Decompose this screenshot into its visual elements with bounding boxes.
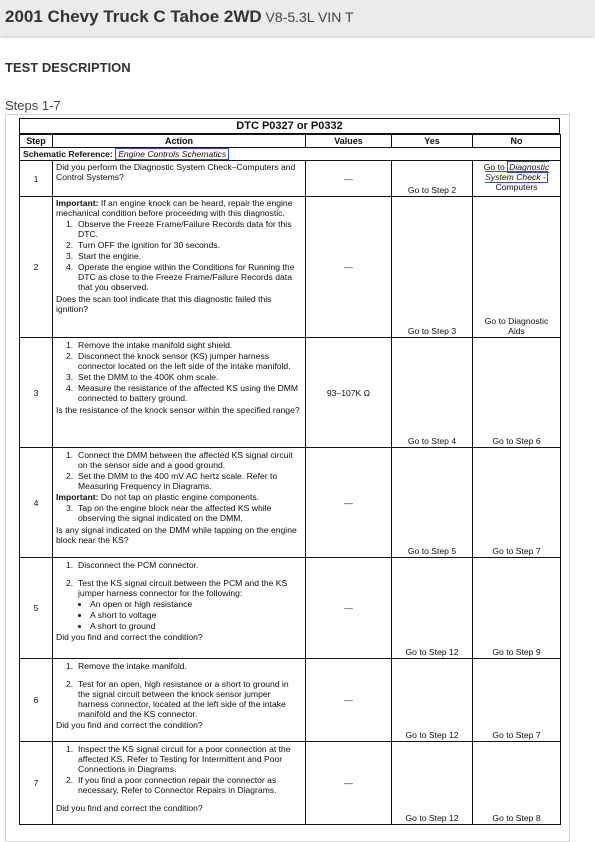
col-no: No: [473, 135, 561, 148]
yes-action[interactable]: Go to Step 12: [392, 659, 473, 742]
list-item: 1. Observe the Freeze Frame/Failure Records data for this DTC.: [66, 219, 292, 239]
list-item: 4. Operate the engine within the Conditions for Running the DTC as close to the Freeze Frame/Failure Records data that you observed.: [66, 262, 295, 292]
list-item: 1. Disconnect the PCM connector.: [66, 560, 199, 570]
step-action: [53, 448, 306, 558]
list-item: 1. Remove the intake manifold.: [66, 661, 187, 671]
important-note: [56, 492, 302, 502]
list-item: 4. Measure the resistance of the affected KS using the DMM connected to battery ground.: [66, 383, 299, 403]
list-item: • A short to voltage: [90, 610, 302, 620]
steps-label: Steps 1-7: [5, 98, 61, 113]
step-question: Is the resistance of the knock sensor within the specified range?: [56, 405, 300, 415]
list-item: 2. Turn OFF the ignition for 30 seconds.: [66, 240, 221, 250]
list-item: 1. Connect the DMM between the affected KS signal circuit on the sensor side and a good ground.: [66, 450, 293, 470]
schematic-label: Schematic Reference:: [23, 149, 113, 159]
no-prefix: Go to: [483, 162, 508, 172]
schematic-row: [20, 148, 561, 161]
engine-subtitle: V8-5.3L VIN T: [261, 9, 354, 25]
col-action: Action: [53, 135, 306, 148]
step-question: Did you find and correct the condition?: [56, 803, 203, 813]
title-bar: [0, 0, 595, 36]
action-list: [56, 744, 302, 795]
document-image: [5, 114, 570, 842]
step-value: —: [306, 558, 392, 659]
list-item: 3. Start the engine.: [66, 251, 142, 261]
step-number: 1: [20, 161, 53, 197]
step-number: 3: [20, 338, 53, 448]
list-item: 3. Tap on the engine block near the affected KS while observing the signal indicated on the DMM.: [66, 503, 272, 523]
important-label: Important:: [56, 198, 99, 208]
step-number: 4: [20, 448, 53, 558]
list-item: 2. Disconnect the knock sensor (KS) jumper harness connector located on the left side of the intake manifold.: [66, 351, 291, 371]
step-value: —: [306, 161, 392, 197]
step-action: [53, 338, 306, 448]
table-row: [20, 338, 561, 448]
dtc-table: [19, 134, 561, 825]
bullet-list: [56, 599, 302, 631]
list-item: 2. Test the KS signal circuit between the PCM and the KS jumper harness connector for the following:: [66, 578, 288, 598]
table-row: [20, 161, 561, 197]
yes-action[interactable]: Go to Step 4: [392, 338, 473, 448]
dtc-title: DTC P0327 or P0332: [19, 118, 560, 134]
step-question: Is any signal indicated on the DMM while tapping on the engine block near the KS?: [56, 525, 297, 545]
step-number: 6: [20, 659, 53, 742]
list-item: 2. If you find a poor connection repair the connector as necessary. Refer to Connector Repairs in Diagrams.: [66, 775, 277, 795]
list-item: • A short to ground: [90, 621, 302, 631]
step-action: [53, 197, 306, 338]
no-action[interactable]: Go to Step 7: [473, 659, 561, 742]
list-item: • An open or high resistance: [90, 599, 302, 609]
dtc-table-scan: [19, 118, 560, 825]
step-action: [53, 558, 306, 659]
step-value: —: [306, 448, 392, 558]
step-number: 7: [20, 742, 53, 825]
action-list: [56, 340, 302, 403]
table-row: [20, 659, 561, 742]
page-title: [5, 7, 354, 27]
important-label: Important:: [56, 492, 99, 502]
step-question: Did you perform the Diagnostic System Check–Computers and Control Systems?: [53, 161, 306, 197]
action-list: [56, 450, 302, 491]
yes-action[interactable]: Go to Step 2: [392, 161, 473, 197]
table-row: [20, 197, 561, 338]
col-values: Values: [306, 135, 392, 148]
col-step: Step: [20, 135, 53, 148]
no-suffix: Computers: [495, 182, 538, 192]
table-header-row: [20, 135, 561, 148]
step-action: [53, 659, 306, 742]
important-text: If an engine knock can be heard, repair the engine mechanical condition before proceeding with this diagnostic.: [56, 198, 293, 218]
action-list: [56, 219, 302, 292]
col-yes: Yes: [392, 135, 473, 148]
step-value: —: [306, 197, 392, 338]
yes-action[interactable]: Go to Step 12: [392, 558, 473, 659]
list-item: 1. Remove the intake manifold sight shield.: [66, 340, 233, 350]
table-row: [20, 448, 561, 558]
step-value: —: [306, 742, 392, 825]
list-item: 1. Inspect the KS signal circuit for a poor connection at the affected KS. Refer to Testing for Intermittent and Poor Connections in Diagrams.: [66, 744, 291, 774]
step-number: 2: [20, 197, 53, 338]
important-text: Do not tap on plastic engine components.: [98, 492, 260, 502]
step-action: [53, 742, 306, 825]
step-number: 5: [20, 558, 53, 659]
no-action[interactable]: Go to Step 7: [473, 448, 561, 558]
action-list: [56, 661, 302, 719]
vehicle-title: 2001 Chevy Truck C Tahoe 2WD: [5, 7, 262, 26]
yes-action[interactable]: Go to Step 12: [392, 742, 473, 825]
no-action[interactable]: Go to Step 8: [473, 742, 561, 825]
step-question: Did you find and correct the condition?: [56, 632, 203, 642]
no-action[interactable]: Go to Step 6: [473, 338, 561, 448]
step-value: —: [306, 659, 392, 742]
section-heading: TEST DESCRIPTION: [5, 60, 131, 75]
step-question: Does the scan tool indicate that this diagnostic failed this ignition?: [56, 294, 272, 314]
action-list: [56, 503, 302, 523]
no-action[interactable]: Go to Step 9: [473, 558, 561, 659]
yes-action[interactable]: Go to Step 5: [392, 448, 473, 558]
table-row: [20, 742, 561, 825]
table-row: [20, 558, 561, 659]
step-question: Did you find and correct the condition?: [56, 720, 203, 730]
yes-action[interactable]: Go to Step 3: [392, 197, 473, 338]
step-value: 93–107K Ω: [306, 338, 392, 448]
important-note: [56, 198, 302, 218]
diagnostic-system-check-link[interactable]: Diagnostic System Check -: [485, 162, 550, 182]
list-item: 3. Set the DMM to the 400K ohm scale.: [66, 372, 219, 382]
list-item: 2. Set the DMM to the 400 mV AC hertz scale. Refer to Measuring Frequency in Diagrams.: [66, 471, 278, 491]
schematic-link[interactable]: Engine Controls Schematics: [115, 148, 229, 160]
action-list: [56, 560, 302, 598]
no-action: [473, 161, 561, 197]
no-action[interactable]: Go to Diagnostic Aids: [473, 197, 561, 338]
list-item: 2. Test for an open, high resistance or a short to ground in the signal circuit between the knock sensor jumper harness connector, located at the left side of the intake manifold and the KS connector.: [66, 679, 289, 719]
